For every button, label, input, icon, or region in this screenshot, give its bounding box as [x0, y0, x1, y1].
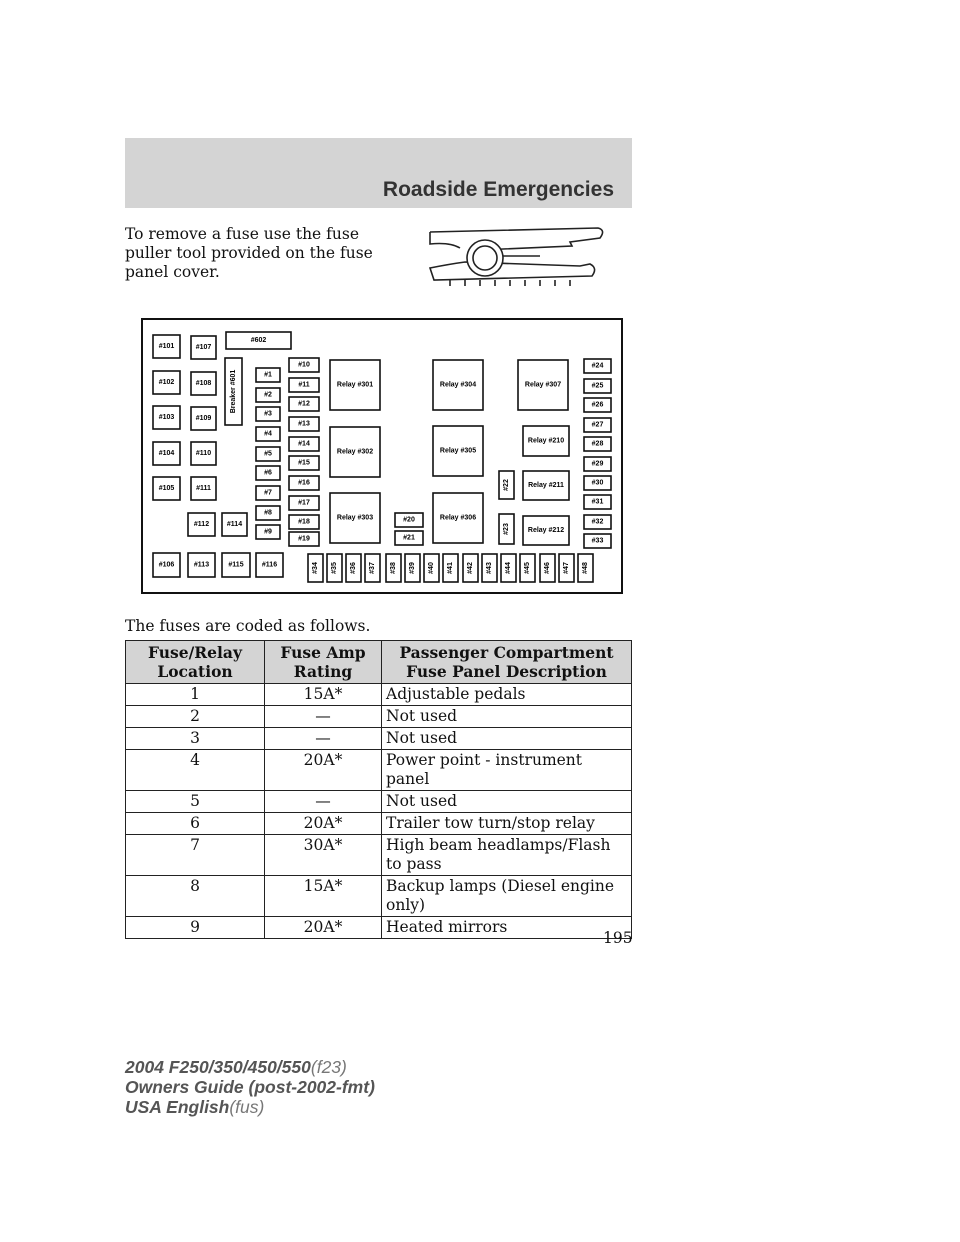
- fuse-label: #27: [591, 421, 604, 429]
- fuse-label: #10: [298, 361, 310, 369]
- fuse-label: Relay #212: [527, 527, 565, 534]
- fuse-slot: [289, 456, 319, 470]
- fuse-slot: [256, 407, 280, 421]
- fuse-label: #7: [264, 489, 272, 497]
- table-row: [126, 917, 632, 939]
- fuse-puller-illustration: [420, 220, 620, 295]
- fuse-slot: [289, 496, 319, 510]
- fuse-label: #20: [403, 516, 415, 524]
- fuse-label: #103: [158, 414, 175, 421]
- fuse-slot: [584, 398, 611, 412]
- fuse-rating: 30A*: [265, 835, 382, 876]
- fuse-label: #16: [298, 479, 310, 487]
- fuse-label: #1: [264, 371, 272, 379]
- fuse-rating: 15A*: [265, 876, 382, 917]
- fuse-label: #106: [158, 561, 175, 569]
- fuse-label: Relay #301: [336, 381, 374, 389]
- fuse-slot: [443, 554, 458, 582]
- fuse-panel-diagram: [141, 318, 623, 594]
- fuse-label: #38: [390, 562, 397, 574]
- fuse-slot: [482, 554, 497, 582]
- fuse-location: 6: [126, 813, 265, 835]
- table-row: [126, 876, 632, 917]
- fuse-label: #108: [195, 380, 212, 387]
- table-row: [126, 791, 632, 813]
- fuse-slot: [153, 442, 180, 465]
- fuse-slot: [289, 515, 319, 529]
- fuse-slot: [256, 506, 280, 520]
- fuse-label: #33: [591, 537, 604, 545]
- fuse-label: #30: [591, 479, 604, 487]
- fuse-description: Heated mirrors: [382, 917, 632, 939]
- fuse-location: 9: [126, 917, 265, 939]
- fuse-description: Backup lamps (Diesel engine only): [382, 876, 632, 917]
- fuse-slot: [226, 332, 291, 349]
- fuse-description: High beam headlamps/Flash to pass: [382, 835, 632, 876]
- fuse-label: #46: [544, 562, 551, 574]
- fuse-slot: [153, 553, 180, 577]
- fuse-slot: [346, 554, 361, 582]
- fuse-slot: [153, 371, 180, 394]
- fuse-slot: [520, 554, 535, 582]
- fuse-label: #116: [261, 561, 278, 569]
- section-title: Roadside Emergencies: [382, 178, 614, 201]
- fuse-slot: [405, 554, 420, 582]
- fuse-label: #40: [428, 562, 435, 574]
- fuse-slot: [188, 513, 215, 536]
- fuse-label: #29: [591, 460, 604, 468]
- fuse-location: 1: [126, 684, 265, 706]
- fuse-label: #21: [403, 534, 415, 542]
- fuse-slot: [584, 495, 611, 509]
- fuse-slot: [222, 553, 250, 577]
- fuse-label: Relay #305: [439, 447, 477, 455]
- fuse-label: #102: [158, 379, 175, 386]
- fuse-location: 3: [126, 728, 265, 750]
- fuse-slot: [584, 457, 611, 471]
- fuse-location: 4: [126, 750, 265, 791]
- fuse-label: #110: [195, 450, 212, 457]
- fuse-slot: [365, 554, 380, 582]
- fuse-label: #3: [264, 410, 272, 418]
- fuse-slot: [584, 437, 611, 451]
- fuse-label: Relay #210: [527, 437, 565, 445]
- fuse-label: Relay #211: [528, 482, 564, 489]
- fuse-label: #22: [503, 479, 510, 491]
- fuse-label: #37: [369, 562, 376, 574]
- relay-slot: [330, 493, 380, 543]
- fuse-label: #43: [486, 562, 493, 574]
- fuse-slot: [153, 477, 180, 500]
- fuse-slot: [584, 515, 611, 529]
- col-header-rating: Fuse Amp Rating: [265, 641, 382, 684]
- relay-slot: [523, 471, 569, 500]
- fuse-location: 7: [126, 835, 265, 876]
- footer-model: 2004 F250/350/450/550: [125, 1057, 311, 1077]
- fuse-slot: [289, 532, 319, 546]
- fuse-slot: [222, 513, 247, 536]
- fuse-label: #5: [264, 450, 272, 458]
- fuse-slot: [289, 397, 319, 411]
- fuse-slot: [191, 477, 216, 500]
- fuse-description: Power point - instrument panel: [382, 750, 632, 791]
- coded-intro: The fuses are coded as follows.: [125, 617, 371, 635]
- fuse-label: #48: [582, 562, 589, 574]
- fuse-label: #111: [196, 485, 211, 492]
- fuse-label: Relay #306: [439, 514, 477, 522]
- relay-slot: [433, 493, 483, 543]
- fuse-slot: [256, 388, 280, 402]
- table-row: [126, 706, 632, 728]
- fuse-slot: [256, 525, 280, 539]
- fuse-label: #39: [409, 562, 416, 574]
- col-header-location: Fuse/Relay Location: [126, 641, 265, 684]
- footer-language: USA English: [125, 1097, 230, 1117]
- table-row: [126, 813, 632, 835]
- fuse-label: #107: [195, 344, 212, 351]
- table-row: [126, 728, 632, 750]
- relay-slot: [433, 426, 483, 476]
- fuse-rating: 20A*: [265, 917, 382, 939]
- fuse-slot: [395, 513, 423, 527]
- fuse-label: #19: [298, 535, 310, 543]
- fuse-label: Relay #307: [524, 381, 562, 389]
- footer-guide: Owners Guide (post-2002-fmt): [125, 1077, 375, 1097]
- relay-slot: [330, 427, 380, 477]
- relay-slot: [330, 360, 380, 410]
- fuse-slot: [395, 531, 423, 545]
- fuse-label: #32: [591, 518, 604, 526]
- fuse-slot: [584, 476, 611, 490]
- footer-model-code: (f23): [310, 1057, 347, 1077]
- intro-paragraph: To remove a fuse use the fuse puller tool provided on the fuse panel cover.: [125, 225, 373, 281]
- fuse-rating: 20A*: [265, 750, 382, 791]
- fuse-label: #42: [467, 562, 474, 574]
- fuse-slot: [540, 554, 555, 582]
- fuse-label: #11: [298, 381, 310, 389]
- fuse-slot: [424, 554, 439, 582]
- fuse-description: Not used: [382, 791, 632, 813]
- fuse-label: #114: [226, 521, 243, 528]
- fuse-description: Trailer tow turn/stop relay: [382, 813, 632, 835]
- fuse-label: #36: [350, 562, 357, 574]
- relay-slot: [523, 426, 569, 456]
- fuse-label: #44: [505, 562, 512, 574]
- fuse-label: #2: [264, 391, 272, 399]
- fuse-label: #31: [591, 498, 604, 506]
- fuse-label: #17: [298, 499, 310, 507]
- fuse-rating: 15A*: [265, 684, 382, 706]
- fuse-label: #12: [298, 400, 310, 408]
- fuse-rating: —: [265, 791, 382, 813]
- fuse-slot: [256, 368, 280, 382]
- relay-slot: [518, 360, 568, 410]
- fuse-description: Adjustable pedals: [382, 684, 632, 706]
- fuse-slot: [256, 466, 280, 480]
- fuse-slot: [256, 553, 283, 577]
- fuse-location: 8: [126, 876, 265, 917]
- fuse-label: #25: [591, 382, 604, 390]
- fuse-slot: [289, 358, 319, 372]
- fuse-label: #13: [298, 420, 310, 428]
- section-header-band: [125, 138, 632, 208]
- fuse-label: #26: [591, 401, 604, 409]
- fuse-slot: [289, 437, 319, 451]
- fuse-label: Relay #303: [336, 514, 374, 522]
- fuse-slot: [289, 417, 319, 431]
- fuse-description: Not used: [382, 728, 632, 750]
- fuse-label: #602: [250, 337, 267, 344]
- footer-language-code: (fus): [229, 1097, 265, 1117]
- fuse-label: #41: [447, 562, 454, 574]
- fuse-label: #45: [524, 562, 531, 574]
- fuse-slot: [584, 418, 611, 432]
- fuse-label: Relay #302: [336, 448, 374, 456]
- fuse-slot: [289, 378, 319, 392]
- table-row: [126, 684, 632, 706]
- fuse-label: #112: [193, 521, 210, 528]
- fuse-label: #8: [264, 509, 272, 517]
- fuse-label: #18: [298, 518, 310, 526]
- fuse-slot: [463, 554, 478, 582]
- fuse-label: Breaker #601: [230, 369, 237, 414]
- fuse-slot: [191, 336, 216, 359]
- fuse-label: #34: [312, 562, 319, 574]
- fuse-slot: [256, 486, 280, 500]
- fuse-slot: [289, 476, 319, 490]
- fuse-label: #24: [591, 362, 604, 370]
- table-row: [126, 750, 632, 791]
- fuse-description: Not used: [382, 706, 632, 728]
- fuse-rating: —: [265, 728, 382, 750]
- fuse-label: #113: [193, 561, 210, 569]
- fuse-slot: [578, 554, 593, 582]
- fuse-table: [125, 640, 632, 939]
- relay-slot: [433, 360, 483, 410]
- fuse-label: #47: [563, 562, 570, 574]
- fuse-label: #101: [158, 343, 175, 350]
- fuse-slot: [191, 372, 216, 395]
- fuse-label: #35: [331, 562, 338, 574]
- fuse-slot: [153, 335, 180, 358]
- fuse-slot: [584, 534, 611, 548]
- table-header-row: [126, 641, 632, 684]
- fuse-slot: [501, 554, 516, 582]
- fuse-label: #23: [503, 523, 510, 535]
- fuse-label: #9: [264, 528, 272, 536]
- breaker-slot: [225, 358, 242, 425]
- fuse-label: #104: [158, 450, 175, 457]
- fuse-label: #115: [228, 561, 244, 569]
- fuse-slot: [153, 406, 180, 429]
- fuse-slot: [584, 359, 611, 373]
- fuse-slot: [559, 554, 574, 582]
- fuse-slot: [191, 407, 216, 430]
- fuse-location: 2: [126, 706, 265, 728]
- fuse-rating: —: [265, 706, 382, 728]
- table-row: [126, 835, 632, 876]
- fuse-label: #4: [264, 430, 272, 438]
- fuse-label: #14: [298, 440, 310, 448]
- fuse-label: #109: [195, 415, 212, 422]
- fuse-label: #6: [264, 469, 272, 477]
- col-header-description: Passenger Compartment Fuse Panel Description: [382, 641, 632, 684]
- fuse-label: #28: [591, 440, 604, 448]
- fuse-slot: [191, 442, 216, 465]
- fuse-slot: [188, 553, 215, 577]
- fuse-label: #15: [298, 459, 310, 467]
- fuse-slot: [256, 427, 280, 441]
- page-number: 195: [603, 929, 633, 947]
- relay-slot: [523, 516, 569, 545]
- fuse-slot: [308, 554, 323, 582]
- fuse-label: Relay #304: [439, 381, 477, 389]
- fuse-label: #105: [158, 485, 175, 492]
- fuse-slot: [386, 554, 401, 582]
- fuse-rating: 20A*: [265, 813, 382, 835]
- fuse-location: 5: [126, 791, 265, 813]
- fuse-slot: [499, 471, 514, 499]
- footer-doc-info: [125, 1057, 375, 1117]
- fuse-slot: [584, 379, 611, 393]
- fuse-slot: [327, 554, 342, 582]
- fuse-slot: [499, 514, 514, 544]
- fuse-slot: [256, 447, 280, 461]
